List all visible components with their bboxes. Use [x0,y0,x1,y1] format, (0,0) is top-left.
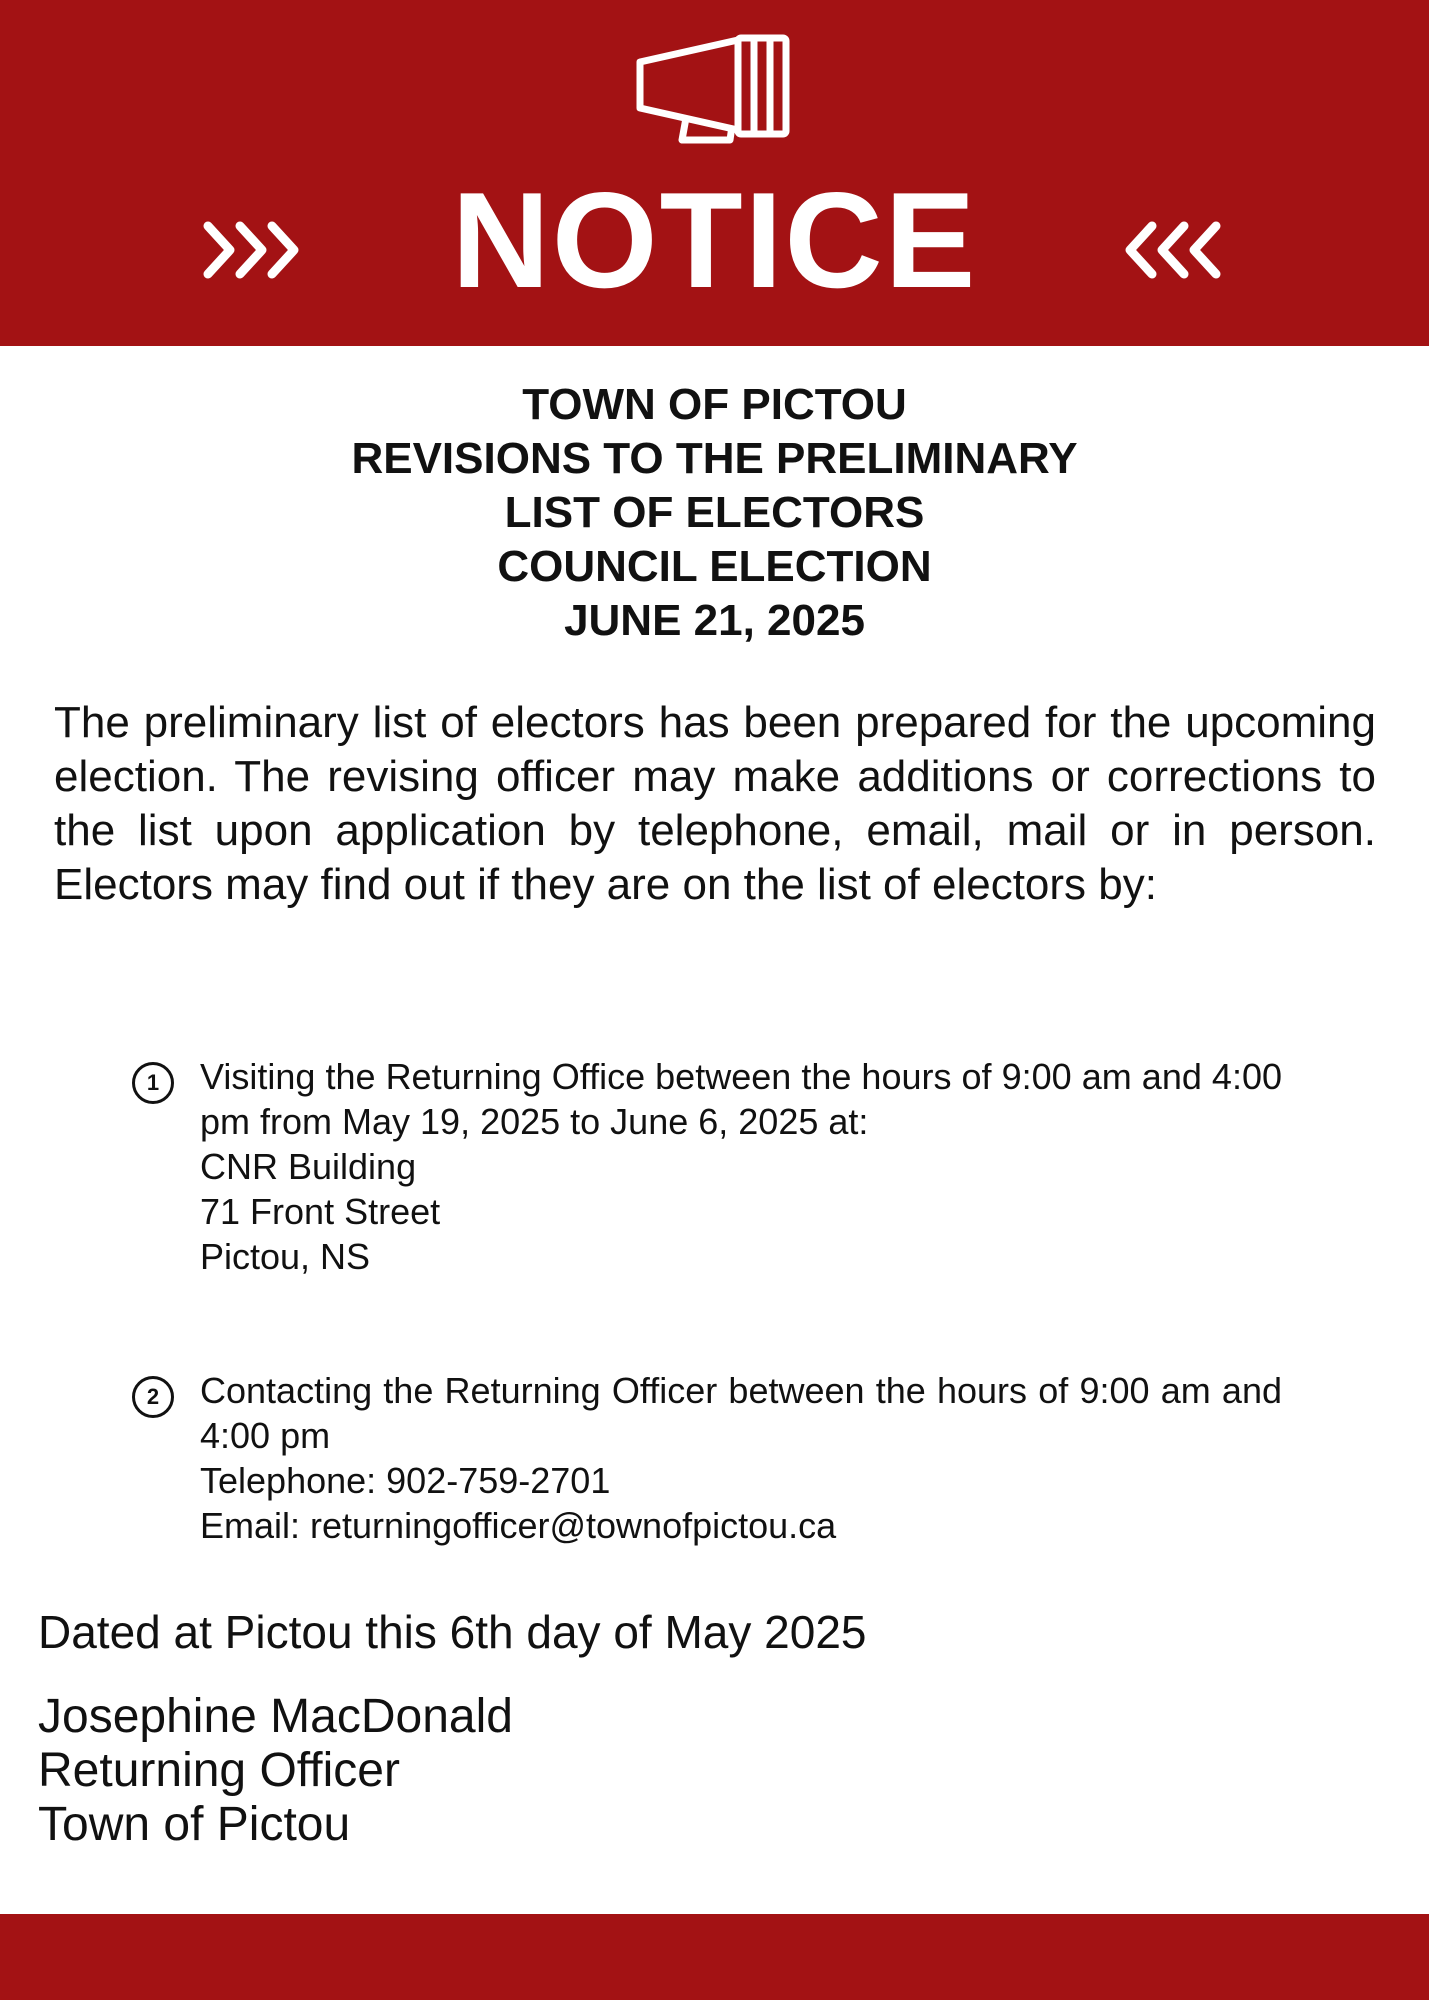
title-date: JUNE 21, 2025 [564,596,865,645]
signature-block [38,1690,513,1852]
address-line: Pictou, NS [200,1236,371,1277]
intro-paragraph: The preliminary list of electors has been prepared for the upcoming election. The revising officer may make additions or corrections to the list upon application by telephone, email, mail or in person. Electors may find out if they are on the list of electors by: [54,698,1376,909]
number-badge: 2 [132,1376,174,1418]
address-line: 71 Front Street [200,1191,441,1232]
title-line: REVISIONS TO THE PRELIMINARY [351,434,1078,483]
number-badge: 1 [132,1062,174,1104]
title-line: LIST OF ELECTORS [504,488,925,537]
telephone-line: Telephone: 902-759-2701 [200,1460,611,1501]
notice-title [0,378,1429,648]
title-line: COUNCIL ELECTION [497,542,932,591]
item-lead: Visiting the Returning Office between the hours of 9:00 am and 4:00 pm from May 19, 2025 to June 6, 2025 at: [200,1056,1282,1142]
item-text [200,1054,1282,1279]
dated-line: Dated at Pictou this 6th day of May 2025 [38,1606,867,1658]
item-text [200,1368,1282,1548]
signatory-name: Josephine MacDonald [38,1690,513,1743]
email-line: Email: returningofficer@townofpictou.ca [200,1505,837,1546]
item-lead: Contacting the Returning Officer between the hours of 9:00 am and 4:00 pm [200,1370,1282,1456]
megaphone-icon [636,34,792,144]
notice-header [0,0,1429,346]
title-line: TOWN OF PICTOU [522,380,907,429]
chevrons-left-icon [1120,220,1224,280]
notice-footer [0,1914,1429,2000]
notice-heading: NOTICE [451,164,978,316]
signatory-org: Town of Pictou [38,1798,351,1851]
signatory-role: Returning Officer [38,1744,400,1797]
address-line: CNR Building [200,1146,417,1187]
